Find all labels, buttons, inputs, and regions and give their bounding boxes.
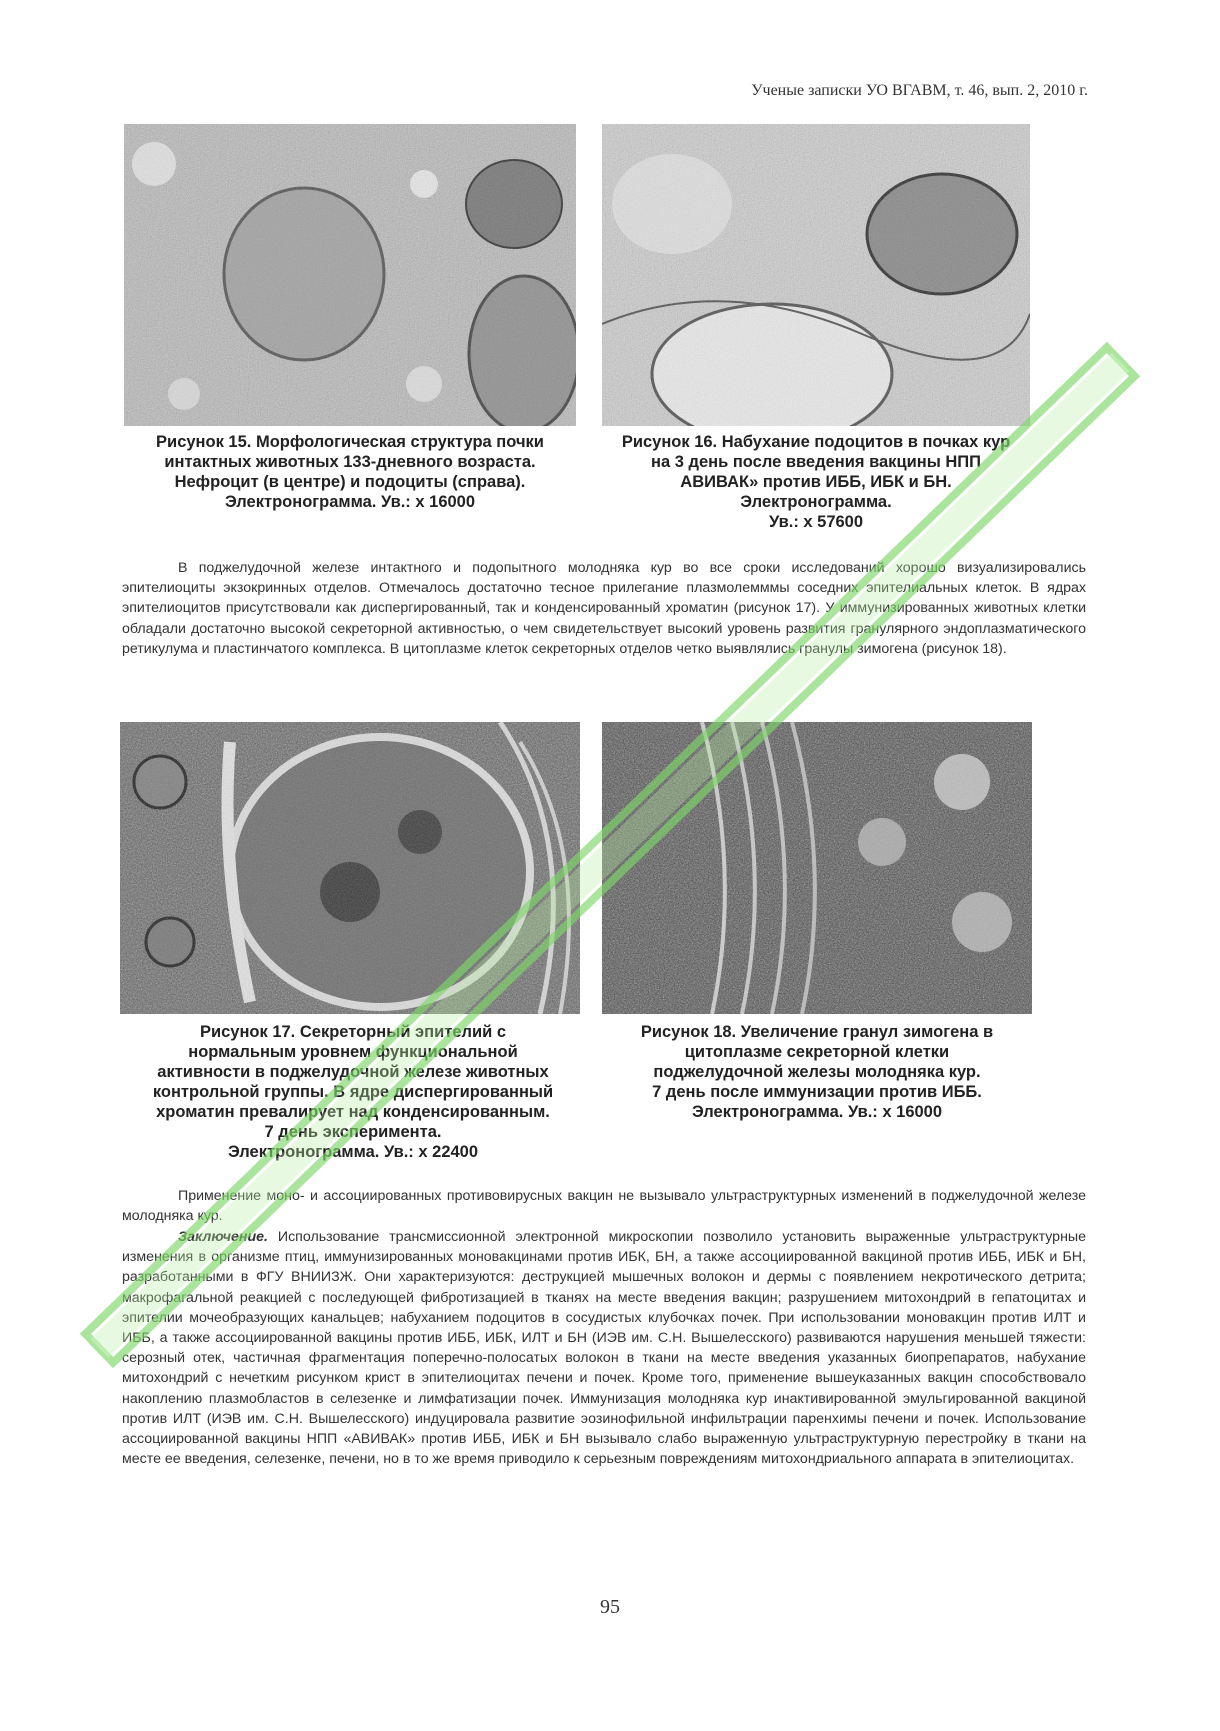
figure-17-image (120, 722, 580, 1014)
paragraph-vaccines: Применение моно- и ассоциированных противовирусных вакцин не вызывало ультраструктурных изменений в поджелудочной железе молодняка кур. (122, 1188, 1086, 1225)
conclusion-label: Заключение. (178, 1229, 268, 1245)
figure-16-image (602, 124, 1030, 426)
journal-header: Ученые записки УО ВГАВМ, т. 46, вып. 2, 2010 г. (751, 82, 1088, 99)
figure-18-caption: Рисунок 18. Увеличение гранул зимогена в цитоплазме секреторной клетки поджелудочной железы молодняка кур. 7 день после иммунизации против ИББ. Электронограмма. Ув.: х 16000 (640, 1023, 994, 1121)
paragraph-conclusion (122, 1227, 1086, 1469)
paragraph-pancreas: В поджелудочной железе интактного и подопытного молодняка кур во все сроки исследований хорошо визуализировались эпителиоциты экзокринных отделов. Отмечалось достаточно тесное прилегание плазмолемммы соседних эпителиальных клеток. В ядрах эпителиоцитов присутствовали как диспергированный, так и конденсированный хроматин (рисунок 17). У иммунизированных животных клетки обладали достаточно высокой секреторной активностью, о чем свидетельствует высокий уровень развития гранулярного эндоплазматического ретикулума и пластинчатого комплекса. В цитоплазме клеток секреторных отделов четко выявлялись гранулы зимогена (рисунок 18). (122, 560, 1086, 657)
figure-15-image (124, 124, 576, 426)
figure-16-caption: Рисунок 16. Набухание подоцитов в почках кур на 3 день после введения вакцины НПП АВИВАК» против ИББ, ИБК и БН. Электронограмма. Ув.: х 57600 (621, 433, 1011, 531)
figure-17-caption: Рисунок 17. Секреторный эпителий с нормальным уровнем функциональной активности в поджелудочной железе животных контрольной группы. В ядре диспергированный хроматин превалирует над конденсированным. 7 день эксперимента. Электронограмма. Ув.: х 22400 (152, 1023, 554, 1161)
figure-18-image (602, 722, 1032, 1014)
page-number: 95 (600, 1596, 620, 1618)
conclusion-text: Использование трансмиссионной электронной микроскопии позволило установить выраженные ультраструктурные изменения в организме птиц, иммунизированных моновакцинами против ИБК, БН, а также ассоциированной вакциной против ИББ, ИБК и БН, разработанными в ФГУ ВНИИЗЖ. Они характеризуются: деструкцией мышечных волокон и дермы с появлением некротического детрита; макрофагальной реакцией с последующей фибротизацией в тканях на месте введения вакцин; разрушением митохондрий в гепатоцитах и эпителии мочеобразующих канальцев; набуханием подоцитов в сосудистых клубочках почек. При использовании моновакцин против ИЛТ и ИББ, а также ассоциированной вакцины против ИББ, ИБК, ИЛТ и БН (ИЭВ им. С.Н. Вышелесского) развиваются нарушения меньшей тяжести: серозный отек, частичная фрагментация поперечно-полосатых волокон в ткани на месте введения указанных биопрепаратов, набухание митохондрий с нечетким рисунком крист в эпителиоцитах печени и почек. Кроме того, применение вышеуказанных вакцин способствовало накоплению плазмобластов в селезенке и лимфатизации почек. Иммунизация молодняка кур инактивированной эмульгированной вакциной против ИЛТ (ИЭВ им. С.Н. Вышелесского) индуцировала развитие эозинофильной инфильтрации паренхимы печени и почек. Использование ассоциированной вакцины НПП «АВИВАК» против ИББ, ИБК и БН вызывало слабо выраженную ультраструктурную перестройку в ткани на месте ее введения, селезенке, печени, но в то же время приводило к серьезным повреждениям митохондриального аппарата в эпителиоцитах. (122, 1229, 1086, 1468)
figure-15-caption: Рисунок 15. Морфологическая структура почки интактных животных 133-дневного возраста. Нефроцит (в центре) и подоциты (справа). Электронограмма. Ув.: х 16000 (156, 433, 544, 511)
